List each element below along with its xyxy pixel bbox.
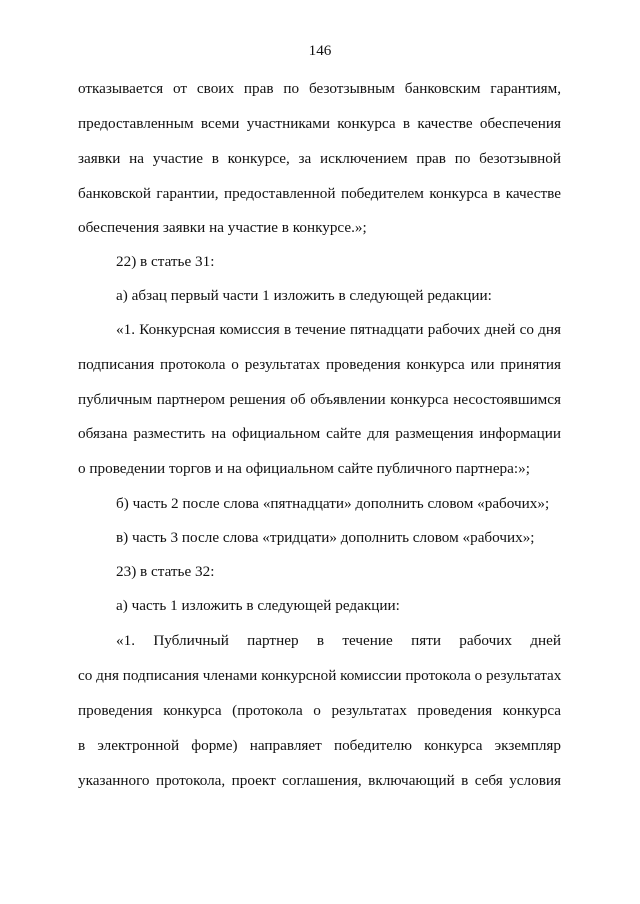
text-line: а) абзац первый части 1 изложить в следующей редакции:: [116, 287, 492, 304]
text-line: отказывается от своих прав по безотзывным банковским гарантиям,: [78, 80, 561, 97]
text-line: публичным партнером решения об объявлении конкурса несостоявшимся: [78, 391, 561, 408]
text-line: в) часть 3 после слова «тридцати» дополнить словом «рабочих»;: [116, 529, 535, 546]
text-line: 22) в статье 31:: [116, 253, 215, 270]
text-line: подписания протокола о результатах проведения конкурса или принятия: [78, 356, 561, 373]
text-line: о проведении торгов и на официальном сайте публичного партнера:»;: [78, 460, 530, 477]
text-line: предоставленным всеми участниками конкурса в качестве обеспечения: [78, 115, 561, 132]
text-line: обязана разместить на официальном сайте для размещения информации: [78, 425, 561, 442]
text-line: проведения конкурса (протокола о результатах проведения конкурса: [78, 702, 561, 719]
text-line: обеспечения заявки на участие в конкурсе.»;: [78, 219, 367, 236]
text-line: «1. Публичный партнер в течение пяти рабочих дней: [116, 632, 561, 649]
text-line: а) часть 1 изложить в следующей редакции:: [116, 597, 400, 614]
text-line: заявки на участие в конкурсе, за исключением прав по безотзывной: [78, 150, 561, 167]
text-line: «1. Конкурсная комиссия в течение пятнадцати рабочих дней со дня: [116, 321, 561, 338]
text-line: указанного протокола, проект соглашения, включающий в себя условия: [78, 772, 561, 789]
text-line: со дня подписания членами конкурсной комиссии протокола о результатах: [78, 667, 562, 684]
page-number: 146: [308, 42, 332, 59]
text-line: 23) в статье 32:: [116, 563, 215, 580]
text-line: в электронной форме) направляет победителю конкурса экземпляр: [78, 737, 561, 754]
text-line: б) часть 2 после слова «пятнадцати» дополнить словом «рабочих»;: [116, 495, 550, 512]
text-line: банковской гарантии, предоставленной победителем конкурса в качестве: [78, 185, 561, 202]
